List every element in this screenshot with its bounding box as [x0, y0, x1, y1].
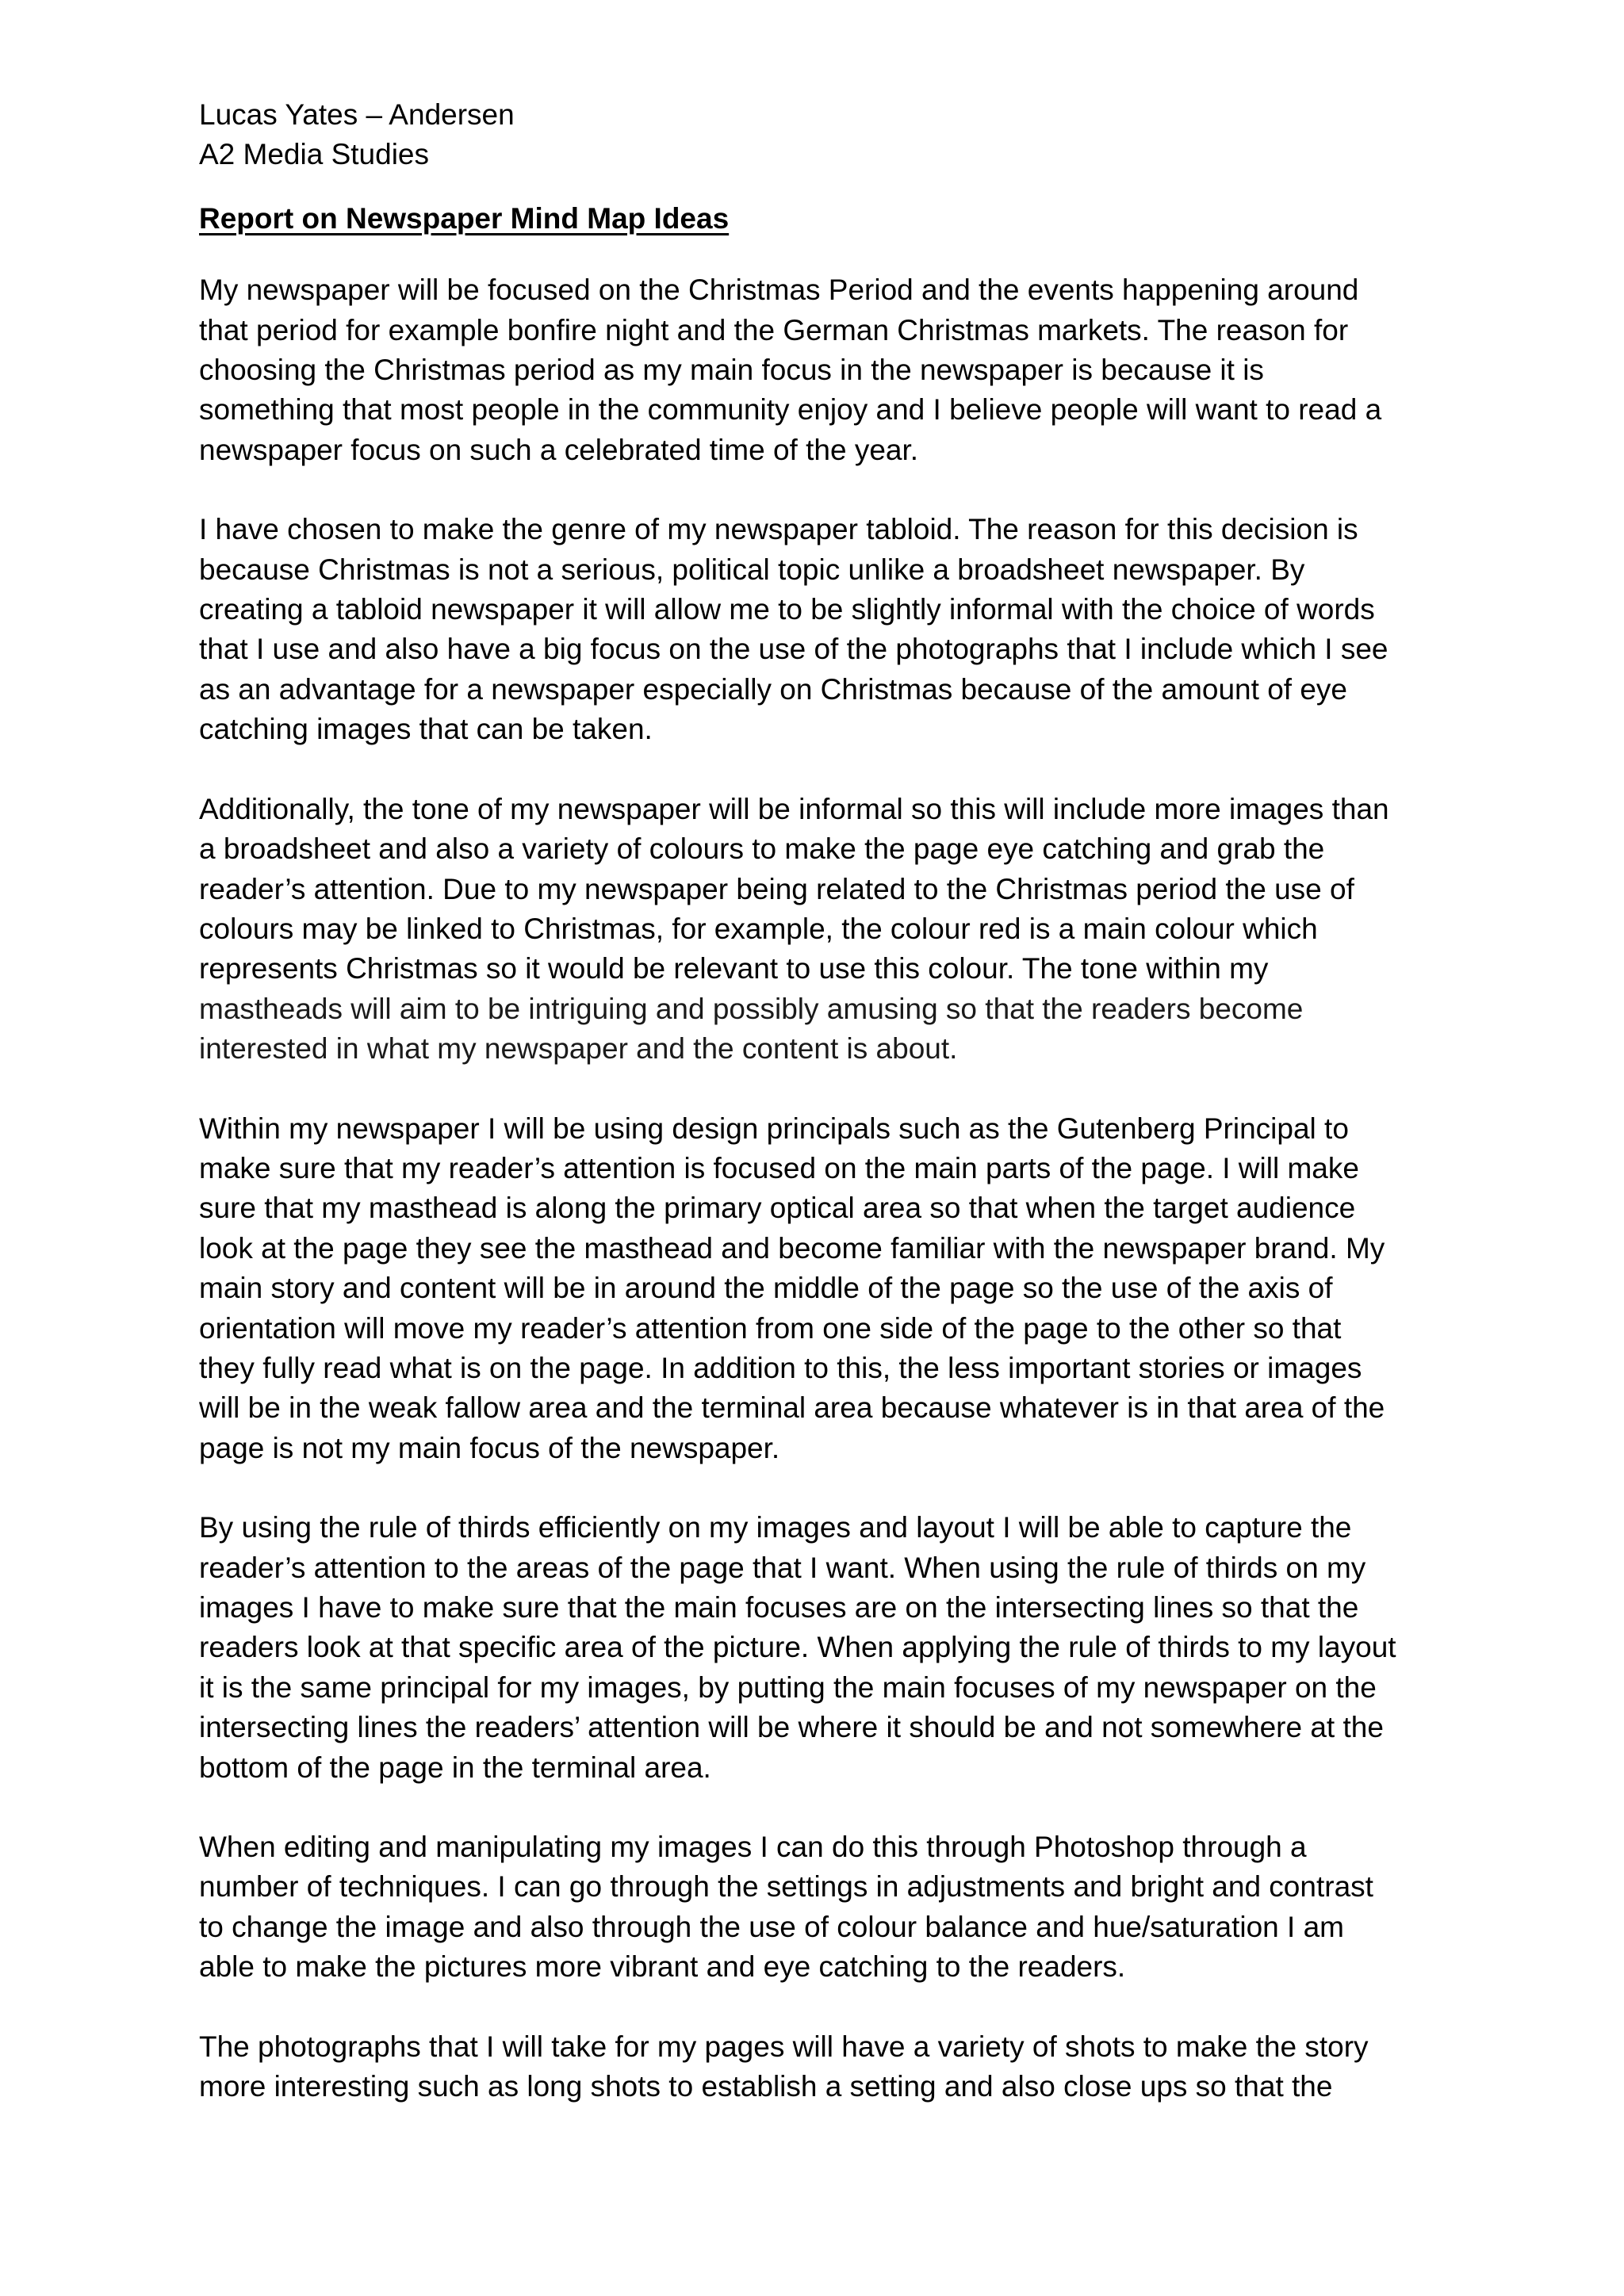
- paragraph-line: that period for example bonfire night and the German Christmas markets. The reason for: [199, 313, 1349, 346]
- paragraph-line: intersecting lines the readers’ attention will be where it should be and not somewhere at the: [199, 1711, 1384, 1744]
- paragraph-line: When editing and manipulating my images I can do this through Photoshop through a: [199, 1831, 1307, 1864]
- paragraph-2: [199, 510, 1452, 749]
- report-body: [199, 270, 1452, 2107]
- paragraph-line: reader’s attention to the areas of the page that I want. When using the rule of thirds on my: [199, 1551, 1366, 1584]
- paragraph-line: catching images that can be taken.: [199, 713, 653, 746]
- paragraph-line: page is not my main focus of the newspaper.: [199, 1431, 780, 1464]
- paragraph-line: reader’s attention. Due to my newspaper being related to the Christmas period the use of: [199, 872, 1354, 905]
- course-name: A2 Media Studies: [199, 138, 430, 171]
- paragraph-line: something that most people in the community enjoy and I believe people will want to read a: [199, 393, 1382, 427]
- paragraph-line: The photographs that I will take for my pages will have a variety of shots to make the story: [199, 2030, 1369, 2063]
- paragraph-line: newspaper focus on such a celebrated time of the year.: [199, 433, 919, 466]
- paragraph-line: I have chosen to make the genre of my newspaper tabloid. The reason for this decision is: [199, 513, 1358, 546]
- paragraph-line: as an advantage for a newspaper especially on Christmas because of the amount of eye: [199, 672, 1347, 706]
- paragraph-line: look at the page they see the masthead and become familiar with the newspaper brand. My: [199, 1231, 1385, 1265]
- paragraph-line: interested in what my newspaper and the content is about.: [199, 1032, 958, 1066]
- paragraph-line: choosing the Christmas period as my main focus in the newspaper is because it is: [199, 354, 1264, 387]
- paragraph-6: [199, 1827, 1452, 1988]
- paragraph-line: number of techniques. I can go through the settings in adjustments and bright and contrast: [199, 1870, 1373, 1904]
- paragraph-line: By using the rule of thirds efficiently on my images and layout I will be able to capture the: [199, 1511, 1352, 1544]
- paragraph-line: make sure that my reader’s attention is focused on the main parts of the page. I will make: [199, 1151, 1359, 1184]
- paragraph-line: readers look at that specific area of the picture. When applying the rule of thirds to my layout: [199, 1631, 1396, 1664]
- paragraph-line: images I have to make sure that the main focuses are on the intersecting lines so that the: [199, 1591, 1359, 1624]
- paragraph-line: main story and content will be in around the middle of the page so the use of the axis of: [199, 1272, 1333, 1305]
- paragraph-4: [199, 1109, 1452, 1469]
- paragraph-line: represents Christmas so it would be relevant to use this colour. The tone within my: [199, 952, 1269, 985]
- paragraph-line: will be in the weak fallow area and the terminal area because whatever is in that area of the: [199, 1391, 1385, 1425]
- paragraph-line: orientation will move my reader’s attention from one side of the page to the other so that: [199, 1311, 1342, 1345]
- paragraph-line: that I use and also have a big focus on the use of the photographs that I include which I see: [199, 633, 1388, 666]
- paragraph-line: creating a tabloid newspaper it will allow me to be slightly informal with the choice of words: [199, 593, 1375, 626]
- paragraph-line: My newspaper will be focused on the Christmas Period and the events happening around: [199, 274, 1359, 307]
- report-title: Report on Newspaper Mind Map Ideas: [199, 201, 730, 235]
- paragraph-line: Within my newspaper I will be using design principals such as the Gutenberg Principal to: [199, 1112, 1349, 1145]
- author-block: [199, 95, 1452, 175]
- paragraph-line: sure that my masthead is along the primary optical area so that when the target audience: [199, 1192, 1356, 1225]
- paragraph-line: colours may be linked to Christmas, for example, the colour red is a main colour which: [199, 912, 1318, 945]
- paragraph-line: because Christmas is not a serious, political topic unlike a broadsheet newspaper. By: [199, 553, 1305, 586]
- paragraph-line: Additionally, the tone of my newspaper will be informal so this will include more images than: [199, 792, 1389, 825]
- paragraph-7: [199, 2027, 1452, 2107]
- paragraph-line: it is the same principal for my images, by putting the main focuses of my newspaper on the: [199, 1670, 1377, 1704]
- paragraph-5: [199, 1508, 1452, 1788]
- author-name: Lucas Yates – Andersen: [199, 98, 515, 131]
- paragraph-line: a broadsheet and also a variety of colours to make the page eye catching and grab the: [199, 832, 1325, 866]
- document-content: [199, 95, 1452, 2107]
- paragraph-line: to change the image and also through the use of colour balance and hue/saturation I am: [199, 1910, 1344, 1943]
- paragraph-line: able to make the pictures more vibrant and eye catching to the readers.: [199, 1950, 1126, 1984]
- paragraph-1: [199, 270, 1452, 470]
- paragraph-line: they fully read what is on the page. In addition to this, the less important stories or images: [199, 1351, 1362, 1384]
- paragraph-3: [199, 790, 1452, 1070]
- paragraph-line: bottom of the page in the terminal area.: [199, 1751, 711, 1784]
- paragraph-line: more interesting such as long shots to establish a setting and also close ups so that the: [199, 2070, 1333, 2103]
- paragraph-line: mastheads will aim to be intriguing and possibly amusing so that the readers become: [199, 992, 1304, 1025]
